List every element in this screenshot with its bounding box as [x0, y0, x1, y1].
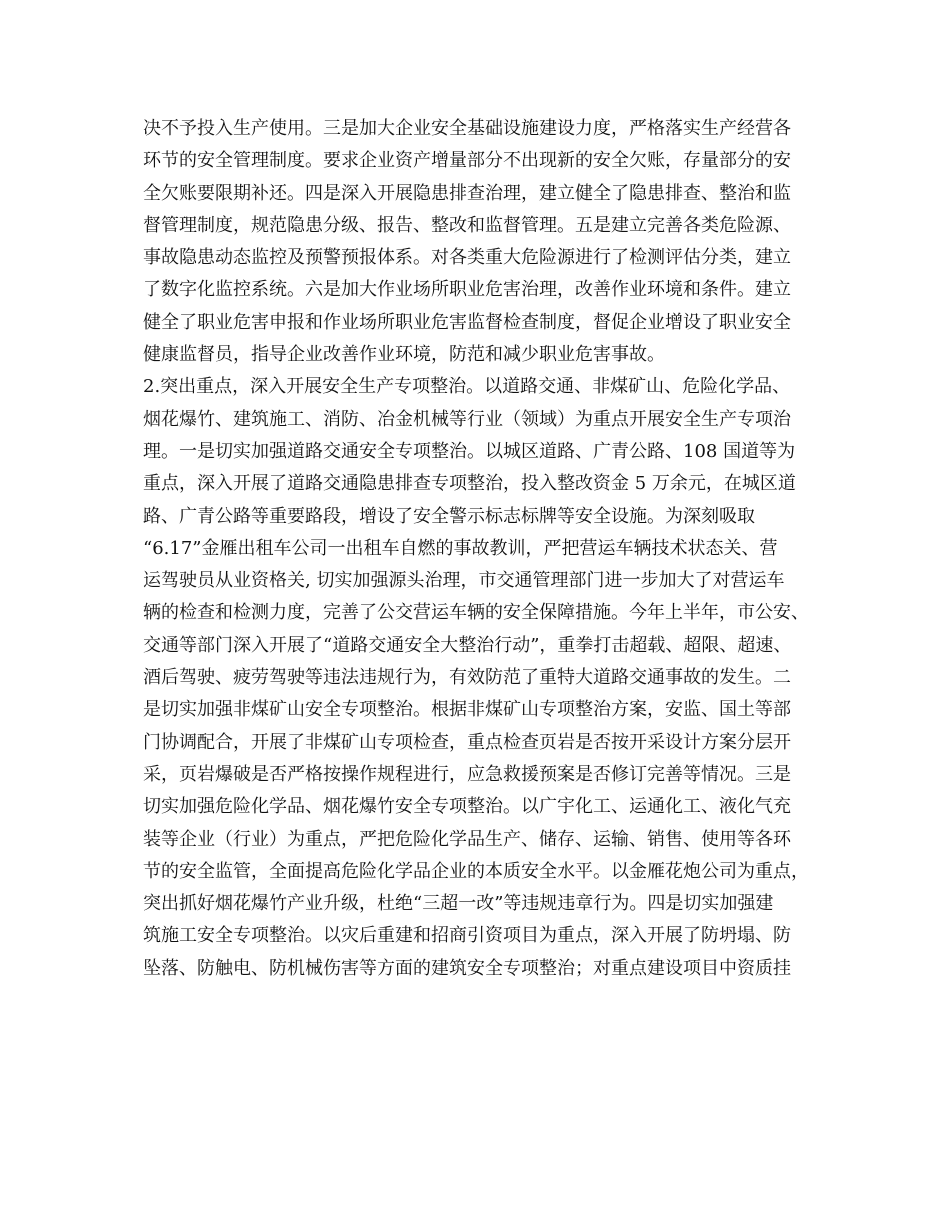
text-line: 路、广青公路等重要路段，增设了安全警示标志标牌等安全设施。为深刻吸取 — [143, 505, 755, 527]
text-line: 门协调配合，开展了非煤矿山专项检查，重点检查页岩是否按开采设计方案分层开 — [143, 731, 791, 753]
text-line: 辆的检查和检测力度，完善了公交营运车辆的安全保障措施。今年上半年，市公安、 — [143, 602, 809, 624]
text-line: 环节的安全管理制度。要求企业资产增量部分不出现新的安全欠账，存量部分的安 — [143, 150, 791, 172]
text-line: 2.突出重点，深入开展安全生产专项整治。以道路交通、非煤矿山、危险化学品、 — [143, 376, 791, 398]
text-line: 了数字化监控系统。六是加大作业场所职业危害治理，改善作业环境和条件。建立 — [143, 279, 791, 301]
text-line: 是切实加强非煤矿山安全专项整治。根据非煤矿山专项整治方案，安监、国土等部 — [143, 699, 791, 721]
text-line: 重点，深入开展了道路交通隐患排查专项整治，投入整改资金 5 万余元，在城区道 — [143, 473, 796, 495]
text-line: 筑施工安全专项整治。以灾后重建和招商引资项目为重点，深入开展了防坍塌、防 — [143, 925, 791, 947]
body-text — [143, 113, 843, 985]
text-line: 坠落、防触电、防机械伤害等方面的建筑安全专项整治；对重点建设项目中资质挂 — [143, 957, 791, 979]
text-line: 采，页岩爆破是否严格按操作规程进行，应急救援预案是否修订完善等情况。三是 — [143, 763, 791, 785]
text-line: 运驾驶员从业资格关, 切实加强源头治理，市交通管理部门进一步加大了对营运车 — [143, 570, 785, 592]
text-line: 健全了职业危害申报和作业场所职业危害监督检查制度，督促企业增设了职业安全 — [143, 311, 791, 333]
text-line: 理。一是切实加强道路交通安全专项整治。以城区道路、广青公路、108 国道等为 — [143, 440, 796, 462]
text-line: 装等企业（行业）为重点，严把危险化学品生产、储存、运输、销售、使用等各环 — [143, 828, 791, 850]
text-line: 全欠账要限期补还。四是深入开展隐患排查治理，建立健全了隐患排查、整治和监 — [143, 182, 791, 204]
text-line: 交通等部门深入开展了“道路交通安全大整治行动”，重拳打击超载、超限、超速、 — [143, 634, 792, 656]
text-line: 节的安全监管，全面提高危险化学品企业的本质安全水平。以金雁花炮公司为重点， — [143, 860, 809, 882]
text-line: 酒后驾驶、疲劳驾驶等违法违规行为，有效防范了重特大道路交通事故的发生。二 — [143, 667, 791, 689]
text-line: 切实加强危险化学品、烟花爆竹安全专项整治。以广宇化工、运通化工、液化气充 — [143, 796, 791, 818]
text-line: 决不予投入生产使用。三是加大企业安全基础设施建设力度，严格落实生产经营各 — [143, 118, 791, 139]
text-line: 健康监督员，指导企业改善作业环境，防范和减少职业危害事故。 — [143, 344, 665, 366]
text-line: 突出抓好烟花爆竹产业升级，杜绝“三超一改”等违规违章行为。四是切实加强建 — [143, 893, 774, 915]
text-line: 事故隐患动态监控及预警预报体系。对各类重大危险源进行了检测评估分类，建立 — [143, 247, 791, 269]
text-line: 督管理制度，规范隐患分级、报告、整改和监督管理。五是建立完善各类危险源、 — [143, 214, 791, 236]
text-line: “6.17”金雁出租车公司一出租车自燃的事故教训，严把营运车辆技术状态关、营 — [143, 537, 778, 559]
text-line: 烟花爆竹、建筑施工、消防、冶金机械等行业（领域）为重点开展安全生产专项治 — [143, 408, 791, 430]
